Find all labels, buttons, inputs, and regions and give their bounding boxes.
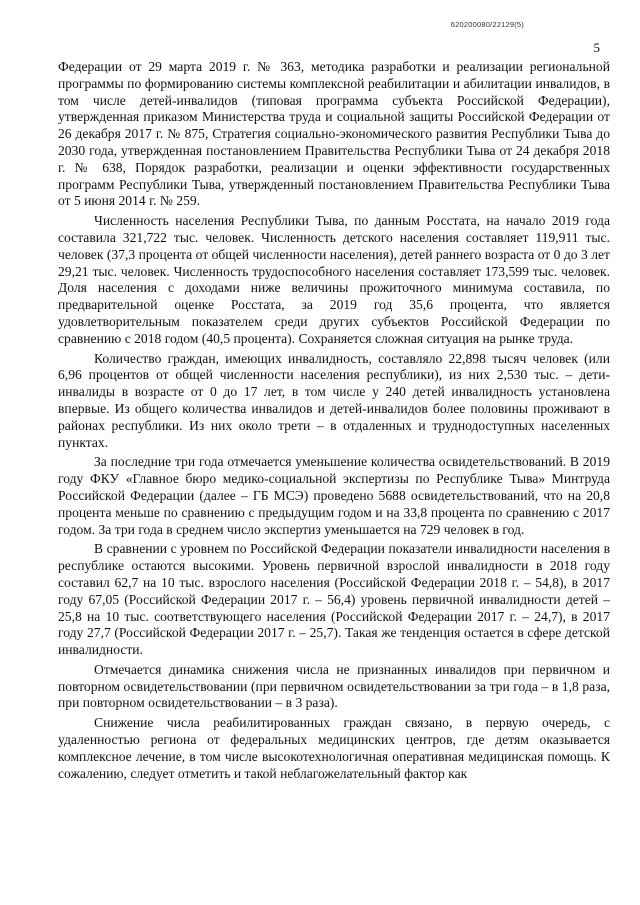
paragraph-dynamics: Отмечается динамика снижения числа не признанных инвалидов при первичном и повторном освидетельствовании (при первичном освидетельствовании за три года – в 1,8 раза, при повторном освидетельствовании – в 3 раза). (58, 661, 610, 711)
paragraph-continuation: Федерации от 29 марта 2019 г. № 363, методика разработки и реализации региональной программы по формированию системы комплексной реабилитации и абилитации инвалидов, в том числе детей-инвалидов (типовая программа субъекта Российской Федерации), утвержденная приказом Министерства труда и социальной защиты Российской Федерации от 26 декабря 2017 г. № 875, Стратегия социально-экономического развития Республики Тыва до 2030 года, утвержденная постановлением Правительства Республики Тыва от 24 декабря 2018 г. № 638, Порядок разработки, реализации и оценки эффективности государственных программ Республики Тыва, утвержденный постановлением Правительства Республики Тыва от 5 июня 2014 г. № 259. (58, 59, 610, 209)
document-body (58, 59, 610, 782)
paragraph-rehabilitation: Снижение числа реабилитированных граждан связано, в первую очередь, с удаленностью региона от федеральных медицинских центров, где детям оказывается комплексное лечение, в том числе высокотехнологичная оперативная медицинская помощь. К сожалению, следует отметить и такой неблагожелательный фактор как (58, 715, 610, 781)
paragraph-disability-count: Количество граждан, имеющих инвалидность, составляло 22,898 тысяч человек (или 6,96 процентов от общей численности населения республики), из них 2,530 тыс. – дети-инвалиды в возрасте от 0 до 17 лет, в том числе у 240 детей инвалидность установлена впервые. Из общего количества инвалидов и детей-инвалидов более половины проживают в районах республики. Из них около трети – в отдаленных и труднодоступных населенных пунктах. (58, 350, 610, 450)
paragraph-examinations: За последние три года отмечается уменьшение количества освидетельствований. В 2019 году ФКУ «Главное бюро медико-социальной экспертизы по Республике Тыва» Минтруда Российской Федерации (далее – ГБ МСЭ) проведено 5688 освидетельствований, что на 20,8 процента меньше по сравнению с предыдущим годом и на 33,8 процента по сравнению с 2017 годом. За три года в среднем число экспертиз уменьшается на 729 человек в год. (58, 454, 610, 537)
page-number: 5 (593, 40, 600, 55)
document-id: 620200080/22129(5) (450, 20, 524, 29)
paragraph-population: Численность населения Республики Тыва, по данным Росстата, на начало 2019 года составила 321,722 тыс. человек. Численность детского населения составляет 119,911 тыс. человек (37,3 процента от общей численности населения), детей раннего возраста от 0 до 3 лет 29,21 тыс. человек. Численность трудоспособного населения составляет 173,599 тыс. человек. Доля населения с доходами ниже величины прожиточного минимума составила, по предварительной оценке Росстата, за 2019 год 35,6 процента, что является удовлетворительным показателем среди других субъектов Российской Федерации по сравнению с 2018 годом (40,5 процента). Сохраняется сложная ситуация на рынке труда. (58, 213, 610, 346)
paragraph-comparison: В сравнении с уровнем по Российской Федерации показатели инвалидности населения в республике остаются высокими. Уровень первичной взрослой инвалидности в 2018 году составил 62,7 на 10 тыс. взрослого населения (Российской Федерации 2018 г. – 54,8), в 2017 году 67,05 (Российской Федерации 2017 г. – 56,4) уровень первичной инвалидности детей – 25,8 на 10 тыс. соответствующего населения (Российской Федерации 2017 г. – 24,7), в 2017 году 27,7 (Российской Федерации 2017 г. – 25,7). Такая же тенденция остается в сфере детской инвалидности. (58, 541, 610, 658)
